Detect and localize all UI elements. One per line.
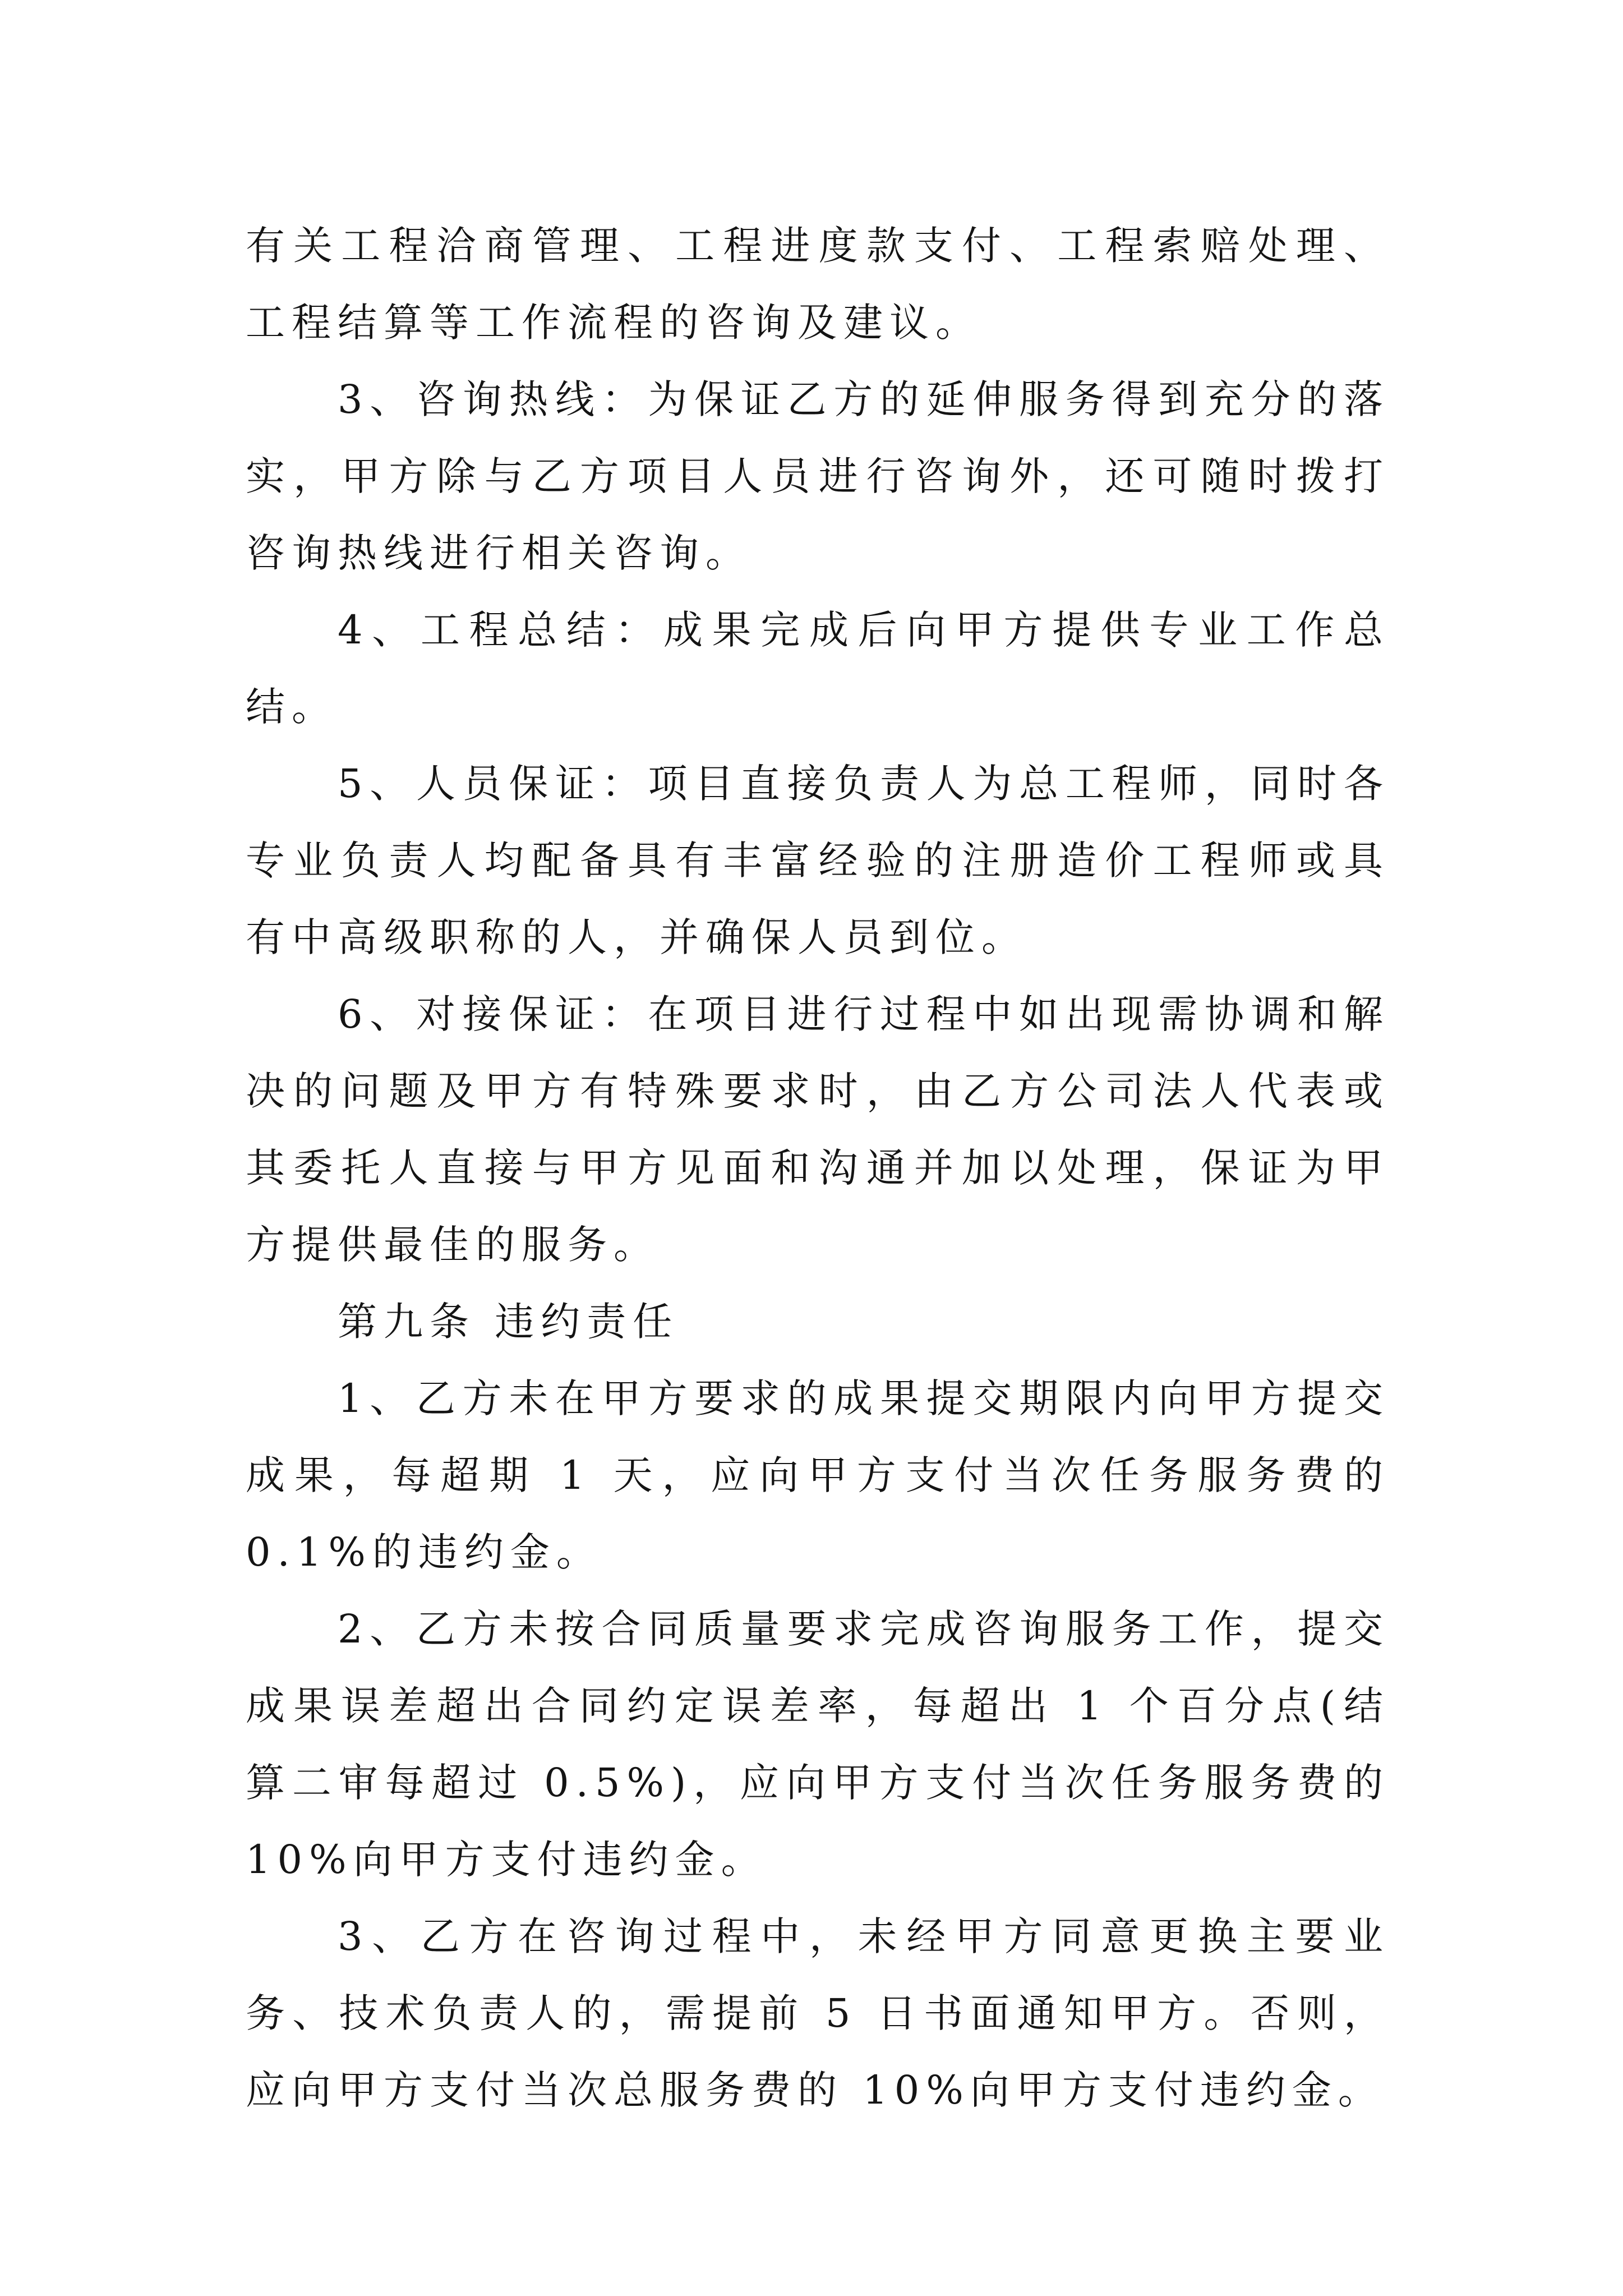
paragraph-breach-staff-change: 3、乙方在咨询过程中，未经甲方同意更换主要业务、技术负责人的，需提前 5 日书面通知甲方。否则，应向甲方支付当次总服务费的 10%向甲方支付违约金。 bbox=[246, 1913, 1390, 2113]
paragraph-breach-delay: 1、乙方未在甲方要求的成果提交期限内向甲方提交成果，每超期 1 天，应向甲方支付当次任务服务费的 0.1%的违约金。 bbox=[246, 1375, 1409, 1575]
paragraph-staff-guarantee: 5、人员保证：项目直接负责人为总工程师，同时各专业负责人均配备具有丰富经验的注册造价工程师或具有中高级职称的人，并确保人员到位。 bbox=[246, 761, 1390, 960]
paragraph-consult-hotline: 3、咨询热线：为保证乙方的延伸服务得到充分的落实，甲方除与乙方项目人员进行咨询外，还可随时拨打咨询热线进行相关咨询。 bbox=[246, 376, 1390, 576]
paragraph-project-summary: 4、工程总结：成果完成后向甲方提供专业工作总结。 bbox=[246, 607, 1390, 730]
paragraph-continuation: 有关工程洽商管理、工程进度款支付、工程索赔处理、工程结算等工作流程的咨询及建议。 bbox=[246, 223, 1390, 346]
paragraph-liaison-guarantee: 6、对接保证：在项目进行过程中如出现需协调和解决的问题及甲方有特殊要求时，由乙方公司法人代表或其委托人直接与甲方见面和沟通并加以处理，保证为甲方提供最佳的服务。 bbox=[246, 991, 1390, 1268]
paragraph-breach-quality: 2、乙方未按合同质量要求完成咨询服务工作，提交成果误差超出合同约定误差率，每超出 1 个百分点(结算二审每超过 0.5%)，应向甲方支付当次任务服务费的 10%向甲方支付违约金。 bbox=[246, 1606, 1409, 1883]
section-heading-article-9: 第九条 违约责任 bbox=[338, 1299, 679, 1345]
document-body bbox=[246, 208, 1409, 2129]
